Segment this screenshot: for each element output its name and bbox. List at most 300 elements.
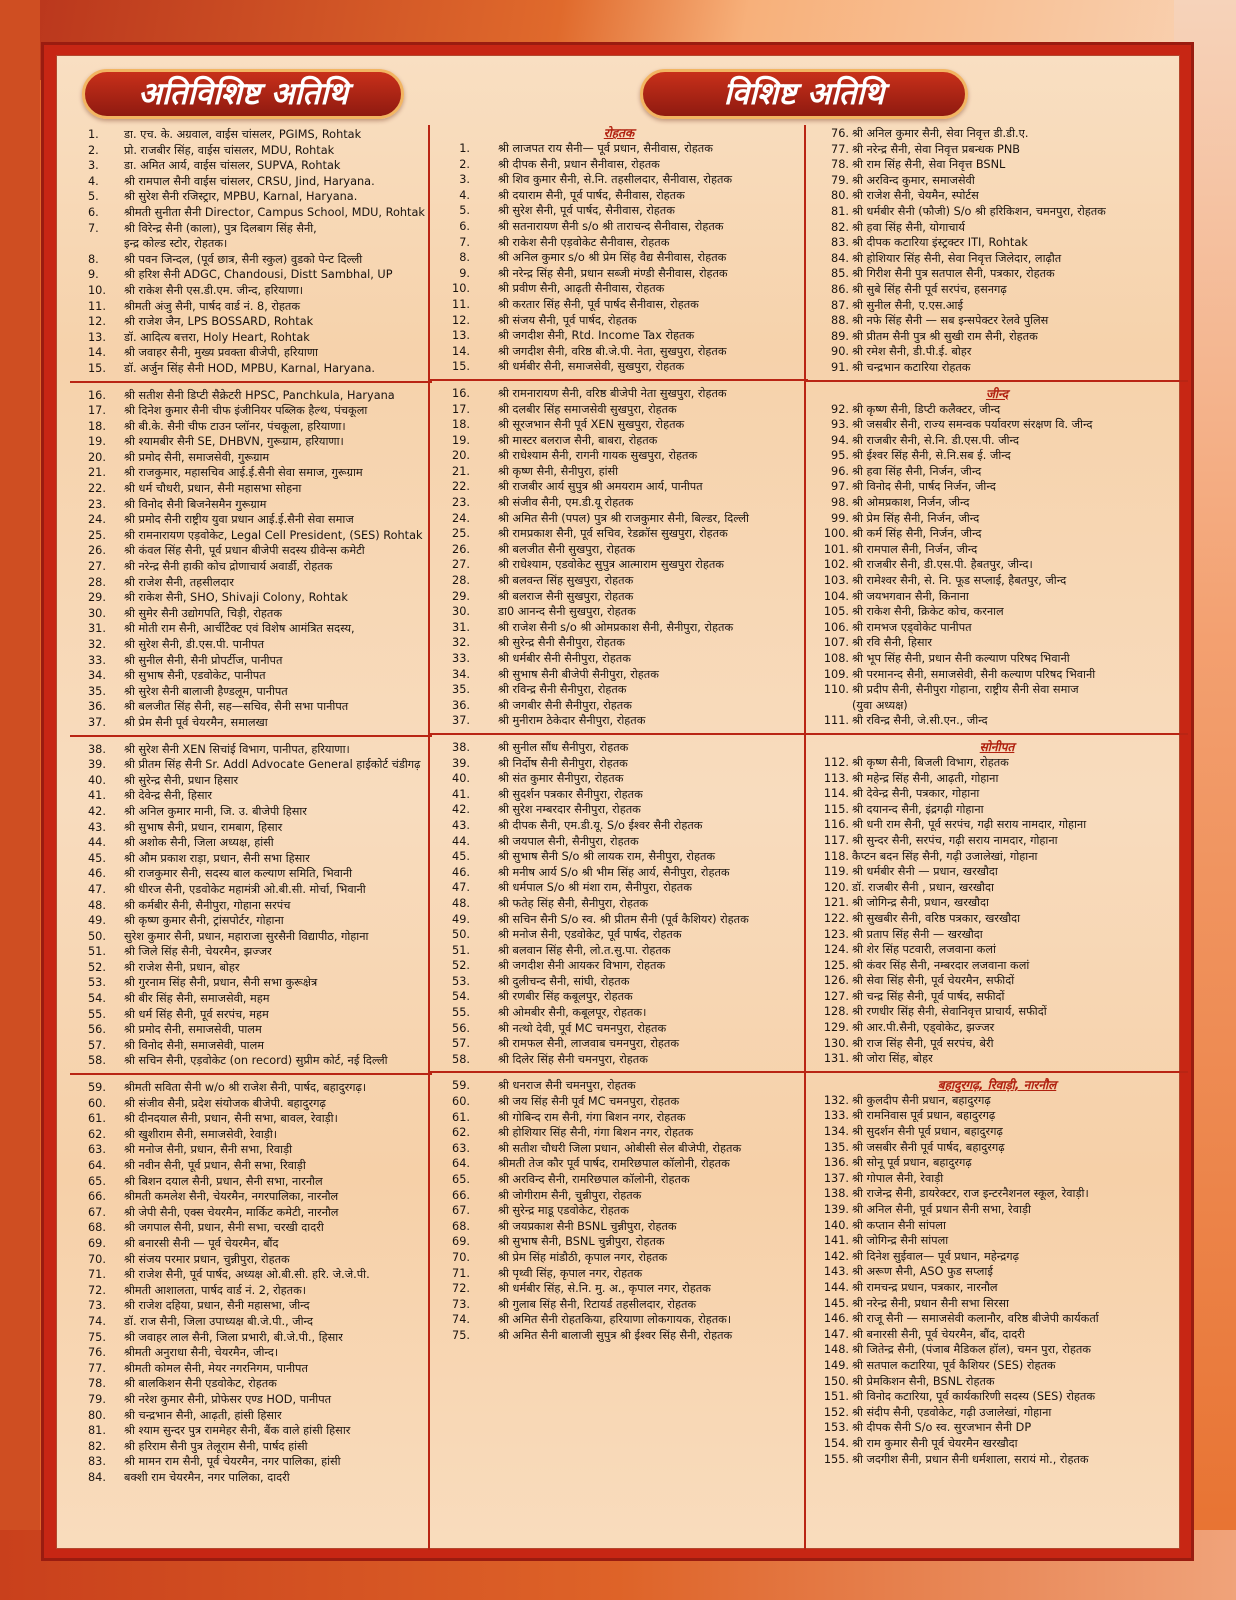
guest-entry [812,573,1182,589]
entry-text: श्री देवेन्द्र सैनी, पत्रकार, गोहाना [852,787,980,801]
guest-entry [436,1297,802,1313]
entry-text: श्री जेपी सैनी, एक्स चेयरमैन, मार्किट कमेटी, नारनौल [124,1205,339,1219]
guest-entry [812,927,1182,943]
entry-number: 72. [88,1283,106,1297]
guest-entry [86,361,426,377]
entry-text: श्री सुरेन्द्र सैनी, प्रधान हिसार [124,773,239,787]
guest-entry [86,388,426,404]
guest-entry [812,604,1182,620]
entry-number: 10. [452,282,470,296]
entry-text: श्री राकेश सैनी एड़वोकेट सैनीवास, रोहतक [498,235,670,249]
entry-text: श्री राजेश सैनी, तहसीलदार [124,575,234,589]
guest-entry [812,173,1182,189]
guest-entry [812,1186,1182,1202]
entry-text: श्री रामफल सैनी, लाजवाब चमनपुरा, रोहतक [498,1037,680,1051]
entry-number: 82. [831,220,849,234]
entry-number: 125. [823,958,849,972]
guest-entry [86,621,426,637]
guest-entry [436,1141,802,1157]
entry-number: 132. [823,1093,849,1107]
entry-text: श्री रामभज एड्वोकेट पानीपत [852,620,972,634]
entry-text: श्री औम प्रकाश राड़ा, प्रधान, सैनी सभा हिसार [124,851,310,865]
entry-text: श्री जवाहर सैनी, मुख्य प्रवक्ता बीजेपी, हरियाणा [124,346,318,360]
entry-text: श्री कर्मबीर सैनी, सैनीपुरा, गोहाना सरपंच [124,898,291,912]
entry-number: 31. [452,620,470,634]
entry-number: 88. [831,314,849,328]
guest-entry [86,1408,426,1424]
entry-number: 20. [452,449,470,463]
entry-number: 146. [823,1312,849,1326]
guest-entry [436,448,802,464]
entry-number: 54. [452,990,470,1004]
guest-entry [812,589,1182,605]
entry-number: 78. [88,1377,106,1391]
entry-number: 104. [823,589,849,603]
guest-entry [812,526,1182,542]
entry-text: श्री सुभाष सैनी S/o श्री लायक राम, सैनीपुरा, रोहतक [498,850,716,864]
entry-number: 18. [88,419,106,433]
region-heading: बहादुरगढ़, रिवाड़ी, नारनौल [937,1077,1057,1092]
entry-text: श्री प्रमोद सैनी, समाजसेवी, पालम [124,1023,262,1037]
entry-text: श्री मोती राम सैनी, आर्चीटैक्ट एवं विशेष आमंत्रित सदस्य, [124,622,355,636]
entry-text: श्री धनराज सैनी चमनपुरा, रोहतक [498,1079,636,1093]
entry-number: 3. [88,159,99,173]
entry-number: 107. [823,636,849,650]
entry-number: 50. [88,929,106,943]
entry-number: 61. [452,1110,470,1124]
guest-entry [812,1093,1182,1109]
guest-entry [436,1021,802,1037]
entry-text: श्री अनिल कुमार सैनी, सेवा निवृत्त डी.डी.ए. [852,127,1029,140]
guest-entry [86,1038,426,1054]
entry-number: 1. [88,128,99,141]
entry-text: श्री बलवन्त सिंह सुखपुरा, रोहतक [498,574,634,588]
entry-number: 45. [452,850,470,864]
entry-number: 112. [823,755,849,769]
entry-text: श्री नरेन्द्र सैनी, सेवा निवृत्त प्रबन्धक PNB [852,142,1021,156]
guest-entry [436,1188,802,1204]
guest-entry [86,174,426,190]
entry-text: श्री प्रवीण सैनी, आढ़ती सैनीवास, रोहतक [498,282,665,296]
guest-entry [86,543,426,559]
entry-text: श्री बलजीत सिंह सैनी, सह—सचिव, सैनी सभा पानीपत [124,700,349,714]
entry-text: श्री कंवल सिंह सैनी, पूर्व प्रधान बीजेपी सदस्य ग्रीवेन्स कमेटी [124,544,365,558]
guest-entry [812,1342,1182,1358]
entry-number: 73. [452,1297,470,1311]
guest-entry [812,495,1182,511]
entry-number: 154. [823,1436,849,1450]
entry-text: श्री आर.पी.सैनी, एड्वोकेट, झज्जर [852,1021,995,1035]
entry-number: 4. [88,174,99,188]
guest-entry [86,419,426,435]
guest-entry [812,1436,1182,1452]
entry-number: 19. [452,433,470,447]
entry-text: श्री प्रेम सिंह मांडौठी, कृपाल नगर, रोहतक [498,1250,668,1264]
section-divider [70,381,432,383]
entry-text: श्री जगदीश सैनी, Rtd. Income Tax रोहतक [498,329,695,343]
entry-text: श्री धर्मबीर सैनी (फौजी) S/o श्री हरिकिशन, चमनपुरा, रोहतक [852,204,1106,218]
entry-number: 29. [452,589,470,603]
entry-text: श्री सचिन सैनी, एड़वोकेट (on record) सुप्रीम कोर्ट, नई दिल्ली [124,1054,388,1068]
entry-number: 52. [88,960,106,974]
entry-number: 89. [831,329,849,343]
entry-text: श्री होशियार सिंह सैनी, सेवा निवृत्त जिलेदार, लाढ़ौत [852,251,1062,265]
guest-entry [436,927,802,943]
guest-entry [812,942,1182,958]
guest-entry [436,386,802,402]
entry-number: 135. [823,1140,849,1154]
guest-entry [812,464,1182,480]
entry-text: श्री दिनेश कुमार सैनी चीफ इंजीनियर पब्लिक हैल्थ, पंचकूला [124,404,368,418]
entry-number: 114. [823,787,849,801]
entry-text: डा0 आनन्द सैनी सुखपुरा, रोहतक [498,605,636,619]
entry-text: श्री ओमप्रकाश, निर्जन, जीन्द [852,496,970,510]
entry-number: 87. [831,298,849,312]
entry-text: श्री सुरेश नम्बरदार सैनीपुरा, रोहतक [498,803,641,817]
entry-number: 62. [88,1127,106,1141]
entry-number: 128. [823,1005,849,1019]
guest-entry [86,497,426,513]
entry-text: श्री जोगिन्द्र सैनी, प्रधान, खरखौदा [852,896,989,910]
entry-text: श्री रामपाल सैनी वाईस चांसलर, CRSU, Jind, Haryana. [124,174,375,188]
guest-entry [812,188,1182,204]
guest-entry [86,653,426,669]
guest-entry [86,773,426,789]
entry-text: श्री राधेश्याम, एडवोकेट सुपुत्र आत्माराम सुखपुरा रोहतक [498,558,724,572]
guest-entry [812,344,1182,360]
entry-text: श्री प्रताप सिंह सैनी — खरखौदा [852,927,983,941]
entry-number: 39. [88,758,106,772]
guest-entry [812,1155,1182,1171]
entry-number: 119. [823,865,849,879]
entry-number: 14. [88,346,106,360]
guest-entry [812,1452,1182,1468]
entry-number: 81. [831,204,849,218]
guest-entry [812,911,1182,927]
entry-text: श्री धर्म सिंह सैनी, पूर्व सरपंच, महम [124,1007,269,1021]
column-divider-1 [428,125,430,1550]
entry-number: 129. [823,1021,849,1035]
guest-entry [436,417,802,433]
entry-number: 26. [88,544,106,558]
entry-number: 14. [452,344,470,358]
entry-text: श्री प्रमोद सैनी राष्ट्रीय युवा प्रधान आई.ई.सैनी सेवा समाज [124,513,354,527]
guest-entry [812,1374,1182,1390]
guest-entry [86,1053,426,1069]
guest-entry [812,448,1182,464]
guest-entry [812,142,1182,158]
guest-entry [86,1423,426,1439]
entry-number: 126. [823,974,849,988]
guest-entry [812,682,1182,698]
entry-number: 65. [452,1173,470,1186]
entry-text: श्री जगदीश सैनी आयकर विभाग, रोहतक [498,959,666,973]
entry-text: श्री सुरेश सैनी रजिस्ट्रार, MPBU, Karnal, Haryana. [124,190,358,204]
entry-number: 12. [88,315,106,329]
guest-entry [812,329,1182,345]
entry-number: 64. [452,1157,470,1171]
guest-entry [86,1236,426,1252]
entry-number: 7. [459,235,470,249]
entry-number: 34. [88,669,106,683]
guest-entry [436,573,802,589]
guest-entry [86,1361,426,1377]
entry-number: 35. [452,683,470,697]
guest-entry [812,1020,1182,1036]
entry-text: श्री दीपक कटारिया इंस्ट्रक्टर ITI, Rohtak [852,236,1028,250]
entry-text: श्री संजीव सैनी, प्रदेश संयोजक बीजेपी. बहादुरगढ़ [124,1096,326,1110]
entry-text: श्री कंवर सिंह सैनी, नम्बरदार लजवाना कलां [852,958,1030,972]
entry-text: श्री राकेश सैनी, क्रिकेट कोच, करनाल [852,605,1004,619]
guest-entry [812,1218,1182,1234]
guest-entry [86,991,426,1007]
entry-text: श्री अरूण सैनी, ASO फुड सप्लाई [852,1265,993,1279]
entry-number: 37. [88,715,106,729]
entry-number: 39. [452,756,470,770]
entry-number: 91. [831,360,849,374]
entry-text: श्री सतनारायण सैनी s/o श्री ताराचन्द सैनीवास, रोहतक [498,219,724,233]
entry-text: श्री प्रेम सैनी पूर्व चेयरमैन, समालखा [124,715,268,729]
entry-text: श्री रणधीर सिंह सैनी, सेवानिवृत्त प्राचार्य, सफीदों [852,1005,1047,1019]
entry-text: श्री सुनील सैनी, सैनी प्रोपर्टीज, पानीपत [124,653,283,667]
entry-text: श्री सतीश सैनी डिप्टी सैक्रेटरी HPSC, Panchkula, Haryana [124,388,395,402]
entry-number: 25. [88,528,106,542]
entry-number: 6. [459,219,470,233]
guest-entry [86,804,426,820]
entry-number: 100. [823,527,849,541]
entry-text: श्री राजबीर सैनी, डी.एस.पी. हैबतपुर, जीन्द। [852,558,1033,572]
entry-number: 118. [823,849,849,863]
entry-text: श्री सुरेन्द्र माडू एडवोकेट, रोहतक [498,1204,629,1218]
guest-entry [812,402,1182,418]
entry-text: श्री अमित सैनी (पपल) पुत्र श्री राजकुमार सैनी, बिल्डर, दिल्ली [498,511,749,525]
guest-entry [436,479,802,495]
entry-text: श्रीमती अंजु सैनी, पार्षद वार्ड नं. 8, रोहतक [124,299,301,313]
entry-number: 1. [459,142,470,155]
entry-text: श्री संदीप सैनी, एडवोकेट, गढ़ी उजालेखां, गोहाना [852,1405,1052,1419]
region-heading: सोनीपत [979,739,1015,754]
entry-text: श्री सुदर्शन सैनी पूर्व प्रधान, बहादुरगढ़ [852,1125,1003,1139]
section-divider [430,1071,808,1073]
entry-text: श्री बालकिशन सैनी एडवोकेट, रोहतक [124,1377,277,1391]
entry-number: 30. [452,605,470,619]
entry-number: 27. [88,560,106,574]
guest-column-2 [436,126,802,1344]
entry-number: 136. [823,1156,849,1170]
entry-number: 137. [823,1171,849,1185]
guest-entry [86,1127,426,1143]
entry-number: 6. [88,205,99,219]
entry-number: 22. [88,482,106,496]
entry-number: 80. [88,1408,106,1422]
entry-text: श्रीमती अनुराधा सैनी, चेयरमैन, जीन्द। [124,1346,279,1360]
entry-number: 145. [823,1296,849,1310]
guest-entry [86,512,426,528]
guest-entry [812,298,1182,314]
entry-text: श्री देवेन्द्र सैनी, हिसार [124,789,212,803]
entry-text: श्री पवन जिन्दल, (पूर्व छात्र, सैनी स्कुल) वुडको पेन्ट दिल्ली [124,252,363,266]
entry-text: श्री विनोद सैनी, पार्षद निर्जन, जीन्द [852,480,996,494]
entry-number: 106. [823,620,849,634]
entry-text: श्री निर्दोष सैनी सैनीपुरा, रोहतक [498,756,628,770]
guest-entry [812,1051,1182,1067]
entry-number: 28. [88,575,106,589]
guest-entry [812,1124,1182,1140]
guest-entry [86,283,426,299]
entry-text: श्री सुनील सैनी, ए.एस.आई [852,298,964,312]
guest-entry [812,1311,1182,1327]
guest-entry [436,849,802,865]
entry-number: 77. [831,142,849,156]
guest-entry [86,1439,426,1455]
entry-number: 142. [823,1249,849,1263]
guest-entry [436,344,802,360]
entry-text: बक्शी राम चेयरमैन, नगर पालिका, दादरी [124,1470,290,1484]
guest-entry [812,1280,1182,1296]
guest-entry [86,788,426,804]
guest-entry [436,157,802,173]
entry-text: श्रीमती तेज कौर पूर्व पार्षद, रामरिछपाल कॉलोनी, रोहतक [498,1157,730,1171]
guest-entry [86,252,426,268]
guest-entry [812,620,1182,636]
section-divider [806,733,1188,735]
entry-text: श्री अशोक सैनी, जिला अध्यक्ष, हांसी [124,836,274,850]
guest-entry [436,589,802,605]
guest-entry [436,713,802,729]
entry-text: श्री राजेश सैनी s/o श्री ओमप्रकाश सैनी, सैनीपुरा, रोहतक [498,620,734,634]
entry-text: श्री संजीव सैनी, एम.डी.यू रोहतक [498,496,634,510]
entry-text: श्री रमेश सैनी, डी.पी.ई. बोहर [852,345,972,359]
entry-number: 81. [88,1424,106,1438]
guest-entry [812,849,1182,865]
entry-number: 86. [831,282,849,296]
guest-entry [86,1283,426,1299]
entry-text: श्री बलजीत सैनी सुखपुरा, रोहतक [498,542,636,556]
entry-number: 36. [452,698,470,712]
entry-text: श्री बनारसी सैनी, पूर्व चेयरमैन, बौंद, दादरी [852,1327,1025,1341]
entry-number: 54. [88,992,106,1006]
guest-entry [812,973,1182,989]
guest-entry [86,637,426,653]
entry-text: श्री कृष्ण सैनी, बिजली विभाग, रोहतक [852,755,1009,769]
entry-text: श्री जगदीश सैनी, वरिष्ठ बी.जे.पी. नेता, सुखपुरा, रोहतक [498,344,727,358]
entry-text: श्री जयभगवान सैनी, किनाना [852,589,969,603]
entry-number: 82. [88,1439,106,1453]
guest-entry [86,913,426,929]
entry-text: श्री जय सिंह सैनी पूर्व MC चमनपुरा, रोहतक [498,1095,680,1109]
entry-text: श्री चन्द्रभान सैनी, आढ़ती, हांसी हिसार [124,1408,282,1422]
entry-number: 4. [459,188,470,202]
section-divider [70,735,432,737]
entry-number: 103. [823,574,849,588]
guest-entry [436,328,802,344]
entry-text: श्री अमित सैनी बालाजी सुपुत्र श्री ईश्वर सिंह सैनी, रोहतक [498,1328,733,1342]
entry-number: 23. [452,496,470,510]
guest-entry [812,1296,1182,1312]
entry-text: श्री पृथ्वी सिंह, कृपाल नगर, रोहतक [498,1266,643,1280]
entry-number: 66. [452,1188,470,1202]
entry-text: श्री मनोज सैनी, एडवोकेट, पूर्व पार्षद, रोहतक [498,928,682,942]
guest-entry [86,1096,426,1112]
entry-text: श्री गिरीश सैनी पुत्र सतपाल सैनी, पत्रकार, रोहतक [852,267,1055,281]
entry-number: 55. [452,1006,470,1020]
entry-number: 85. [831,267,849,281]
guest-entry [812,126,1182,142]
guest-entry [436,698,802,714]
guest-entry [86,975,426,991]
entry-number: 61. [88,1112,106,1126]
guest-entry [812,771,1182,787]
entry-number: 151. [823,1390,849,1404]
guest-entry [86,143,426,159]
guest-entry [436,958,802,974]
guest-entry [812,1420,1182,1436]
entry-number: 105. [823,605,849,619]
guest-entry [86,699,426,715]
entry-text: डा. एच. के. अग्रवाल, वाईस चांसलर, PGIMS, Rohtak [124,128,362,141]
guest-entry [812,1249,1182,1265]
guest-entry [436,1281,802,1297]
entry-text: श्री जवाहर लाल सैनी, जिला प्रभारी, बी.जे.पी., हिसार [124,1330,343,1344]
entry-text: श्री रामनारायण एड़वोकेट, Legal Cell President, (SES) Rohtak [124,528,423,542]
guest-entry [436,141,802,157]
entry-number: 48. [452,896,470,910]
entry-number: 48. [88,898,106,912]
guest-entry [86,1252,426,1268]
guest-entry [436,297,802,313]
entry-number: 21. [452,464,470,478]
entry-text: श्री दयानन्द सैनी, इंद्रगढ़ी गोहाना [852,802,984,816]
entry-text: श्री दीपक सैनी S/o स्व. सुरजभान सैनी DP [852,1421,1032,1435]
entry-number: 127. [823,989,849,1003]
entry-text: श्री धर्मबीर सैनी, समाजसेवी, सुखपुरा, रोहतक [498,360,685,374]
entry-number: 84. [88,1470,106,1484]
entry-text: श्री गुलाब सिंह सैनी, रिटायर्ड तहसीलदार, रोहतक [498,1297,697,1311]
entry-text: श्री बलवान सिंह सैनी, लो.त.सु.पा. रोहतक [498,943,671,957]
guest-entry [86,1189,426,1205]
entry-number: 10. [88,283,106,297]
entry-text: श्री सुमेर सैनी उद्योगपति, चिड़ी, रोहतक [124,606,283,620]
entry-number: 133. [823,1109,849,1123]
entry-text: श्री राजबीर आर्य सुपुत्र श्री अमयराम आर्य, पानीपत [498,480,703,494]
entry-text: डॉ. राज सैनी, जिला उपाध्यक्ष बी.जे.पी., जीन्द [124,1314,314,1328]
section-divider [70,1073,432,1075]
entry-text: श्री धनी राम सैनी, पूर्व सरपंच, गढ़ी सराय नामदार, गोहाना [852,818,1087,832]
guest-entry [812,958,1182,974]
entry-number: 66. [88,1190,106,1204]
entry-number: 117. [823,833,849,847]
entry-text: श्री अनिल कुमार s/o श्री प्रेम सिंह वैद्य सैनीवास, रोहतक [498,251,727,265]
guest-entry [436,756,802,772]
entry-number: 55. [88,1007,106,1021]
entry-number: 84. [831,251,849,265]
entry-number: 76. [831,127,849,140]
entry-text: श्री होशियार सिंह सैनी, गंगा बिशन नगर, रोहतक [498,1126,694,1140]
entry-text: श्री प्रमोद सैनी, समाजसेवी, गुरूग्राम [124,450,270,464]
guest-entry [812,1389,1182,1405]
entry-text: श्री रणबीर सिंह कबूलपुर, रोहतक [498,990,633,1004]
entry-number: 46. [452,865,470,879]
guest-entry [86,606,426,622]
title-vishisht-atithi: विशिष्ट अतिथि [640,69,968,119]
entry-text: श्री श्यामबीर सैनी SE, DHBVN, गुरूग्राम, हरियाणा। [124,435,344,449]
guest-entry [812,360,1182,376]
entry-number: 113. [823,771,849,785]
guest-entry [436,313,802,329]
entry-number: 140. [823,1218,849,1232]
entry-text: श्री जयप्रकाश सैनी BSNL चुन्नीपुरा, रोहतक [498,1219,677,1233]
entry-text: श्री रामनारायण सैनी, वरिष्ठ बीजेपी नेता सुखपुरा, रोहतक [498,386,727,400]
